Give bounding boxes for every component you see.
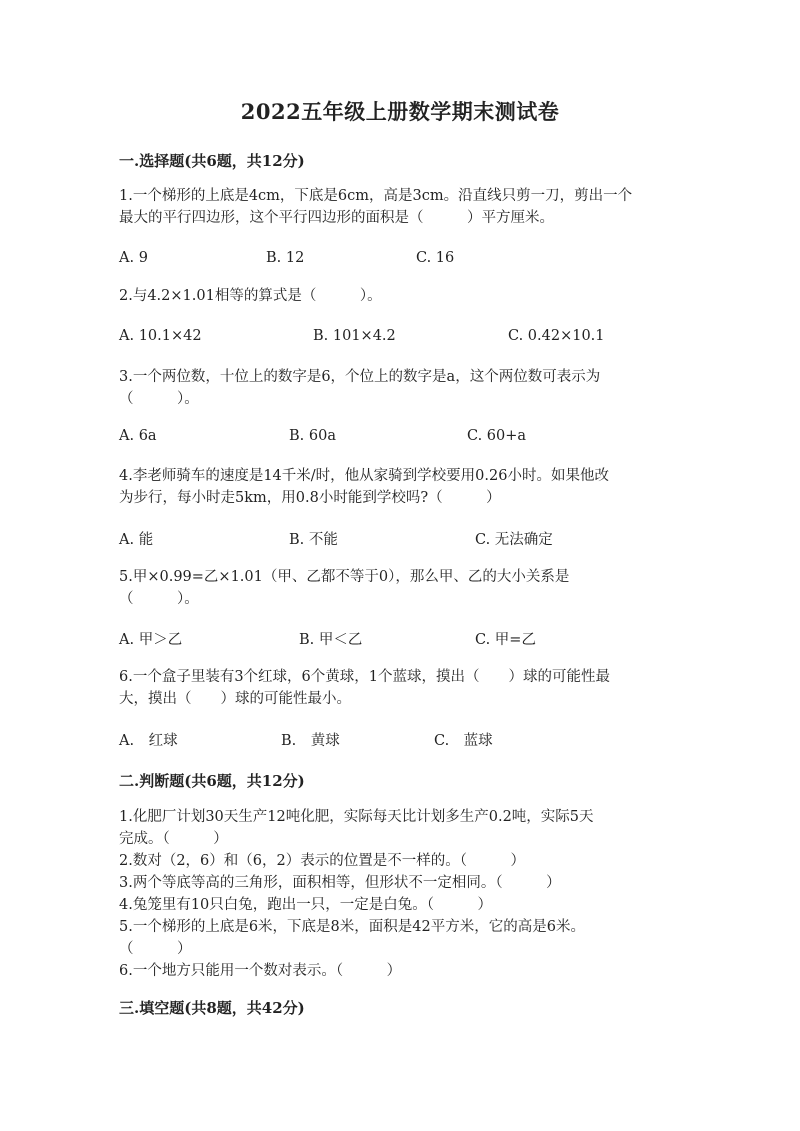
question-1 xyxy=(119,185,689,229)
question-text-line: 5.甲×0.99=乙×1.01（甲、乙都不等于0），那么甲、乙的大小关系是 xyxy=(119,569,570,585)
question-text-line: 6.一个盒子里装有3个红球，6个黄球，1个蓝球，摸出（ ）球的可能性最 xyxy=(119,669,611,685)
question-6 xyxy=(119,666,689,710)
option-b: B. 黄球 xyxy=(281,733,340,749)
question-text-line: 1.一个梯形的上底是4cm，下底是6cm，高是3cm。沿直线只剪一刀，剪出一个 xyxy=(119,188,633,204)
question-text-line: 大，摸出（ ）球的可能性最小。 xyxy=(119,691,351,707)
question-text-line: 最大的平行四边形，这个平行四边形的面积是（ ）平方厘米。 xyxy=(119,210,554,226)
judge-line: 5.一个梯形的上底是6米，下底是8米，面积是42平方米，它的高是6米。 xyxy=(119,919,585,935)
question-2 xyxy=(119,285,689,307)
option-c: C. 无法确定 xyxy=(475,532,553,548)
option-a: A. 能 xyxy=(119,532,154,548)
question-text-line: 4.李老师骑车的速度是14千米/时，他从家骑到学校要用0.26小时。如果他改 xyxy=(119,468,609,484)
option-c: C. 甲=乙 xyxy=(475,632,536,648)
section-heading-choice: 一.选择题(共6题，共12分) xyxy=(119,152,305,170)
question-3 xyxy=(119,366,689,410)
option-a: A. 6a xyxy=(119,428,157,444)
option-a: A. 9 xyxy=(119,250,148,266)
question-4 xyxy=(119,465,689,509)
judge-line: 2.数对（2，6）和（6，2）表示的位置是不一样的。（ ） xyxy=(119,853,525,869)
option-a: A. 10.1×42 xyxy=(119,328,202,344)
judge-line: （ ） xyxy=(119,941,192,957)
judge-questions xyxy=(119,806,689,982)
judge-line: 4.兔笼里有10只白兔，跑出一只，一定是白兔。（ ） xyxy=(119,897,493,913)
judge-line: 6.一个地方只能用一个数对表示。（ ） xyxy=(119,963,402,979)
options-1 xyxy=(119,250,699,272)
judge-line: 1.化肥厂计划30天生产12吨化肥，实际每天比计划多生产0.2吨，实际5天 xyxy=(119,809,594,825)
question-text-line: 3.一个两位数，十位上的数字是6，个位上的数字是a，这个两位数可表示为 xyxy=(119,369,601,385)
question-5 xyxy=(119,566,689,610)
section-heading-fill: 三.填空题(共8题，共42分) xyxy=(119,999,305,1017)
option-b: B. 甲＜乙 xyxy=(299,632,363,648)
option-c: C. 16 xyxy=(416,250,455,266)
question-text-line: 2.与4.2×1.01相等的算式是（ ）。 xyxy=(119,288,382,304)
option-b: B. 101×4.2 xyxy=(313,328,396,344)
options-2 xyxy=(119,328,699,350)
judge-line: 3.两个等底等高的三角形，面积相等，但形状不一定相同。（ ） xyxy=(119,875,561,891)
question-text-line: 为步行，每小时走5km，用0.8小时能到学校吗?（ ） xyxy=(119,490,501,506)
question-text-line: （ ）。 xyxy=(119,591,199,607)
options-5 xyxy=(119,628,699,650)
section-heading-judge: 二.判断题(共6题，共12分) xyxy=(119,772,305,790)
page-title: 2022五年级上册数学期末测试卷 xyxy=(240,99,560,124)
options-6 xyxy=(119,729,699,751)
option-b: B. 不能 xyxy=(289,532,338,548)
option-c: C. 蓝球 xyxy=(434,733,493,749)
option-b: B. 60a xyxy=(289,428,336,444)
options-4 xyxy=(119,528,699,550)
option-a: A. 红球 xyxy=(119,733,178,749)
option-b: B. 12 xyxy=(266,250,305,266)
question-text-line: （ ）。 xyxy=(119,391,199,407)
option-c: C. 60+a xyxy=(467,428,527,444)
options-3 xyxy=(119,428,699,450)
option-a: A. 甲＞乙 xyxy=(119,632,183,648)
judge-line: 完成。（ ） xyxy=(119,831,228,847)
option-c: C. 0.42×10.1 xyxy=(508,328,605,344)
